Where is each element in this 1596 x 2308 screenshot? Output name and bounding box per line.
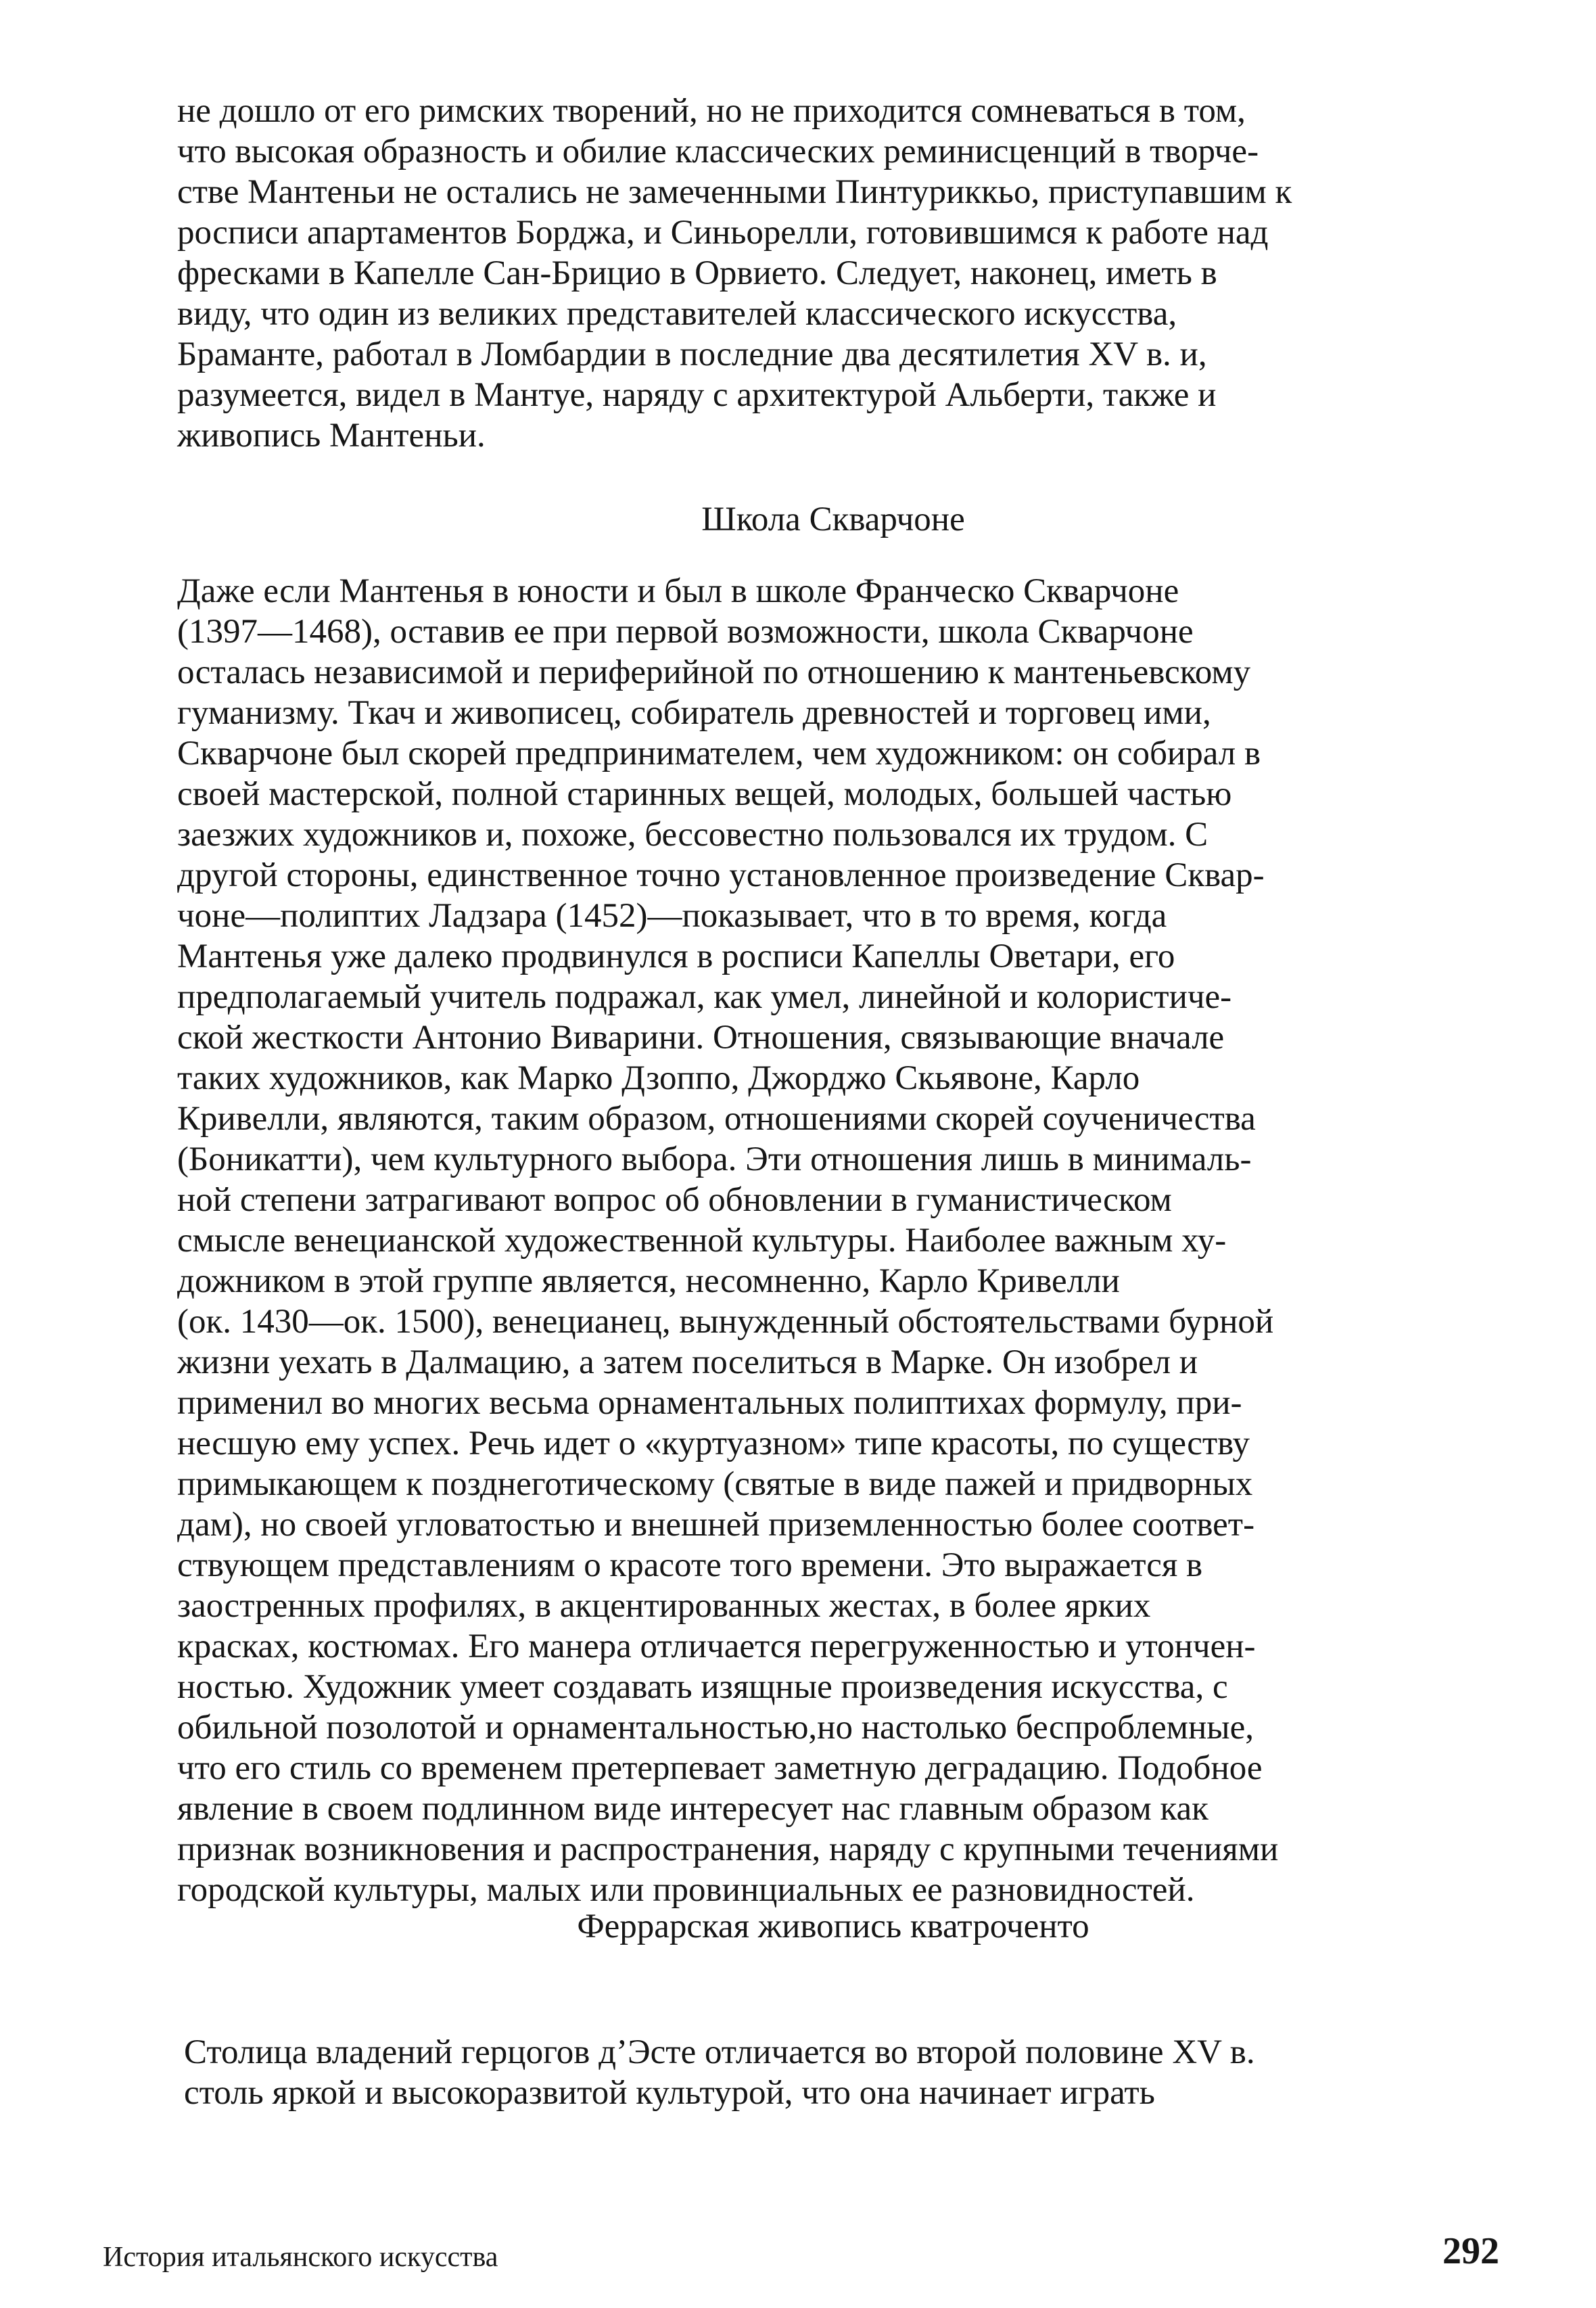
section-heading-squarcione-school: Школа Скварчоне <box>701 501 965 538</box>
paragraph-squarcione-school: Даже если Мантенья в юности и был в школе Франческо Скварчоне (1397—1468), оставив ее при первой возможности, школа Скварчоне осталась независимой и периферийной по отношению к мантеньевскому гуманизму. Ткач и живописец, собиратель древностей и торговец ими, Скварчоне был скорей предпринимателем, чем художником: он собирал в своей мастерской, полной старинных вещей, молодых, большей частью заезжих художников и, похоже, бессовестно пользовался их трудом. С другой стороны, единственное точно установленное произведение Сквар- чоне—полиптих Ладзара (1452)—показывает, что в то время, когда Мантенья уже далеко продвинулся в росписи Капеллы Оветари, его предполагаемый учитель подражал, как умел, линейной и колористиче- ской жесткости Антонио Виварини. Отношения, связывающие вначале таких художников, как Марко Дзоппо, Джорджо Скьявоне, Карло Кривелли, являются, таким образом, отношениями скорей соученичества (Боникатти), чем культурного выбора. Эти отношения лишь в минималь- ной степени затрагивают вопрос об обновлении в гуманистическом смысле венецианской художественной культуры. Наиболее важным ху- дожником в этой группе является, несомненно, Карло Кривелли (ок. 1430—ок. 1500), венецианец, вынужденный обстоятельствами бурной жизни уехать в Далмацию, а затем поселиться в Марке. Он изобрел и применил во многих весьма орнаментальных полиптихах формулу, при- несшую ему успех. Речь идет о «куртуазном» типе красоты, по существу примыкающем к позднеготическому (святые в виде пажей и придворных дам), но своей угловатостью и внешней приземленностью более соответ- ствующем представлениям о красоте того времени. Это выражается в заостренных профилях, в акцентированных жестах, в более ярких красках, костюмах. Его манера отличается перегруженностью и утончен- ностью. Художник умеет создавать изящные произведения искусства, с обильной позолотой и орнаментальностью,но настолько беспроблемные, что его стиль со временем претерпевает заметную деградацию. Подобное явление в своем подлинном виде интересует нас главным образом как признак возникновения и распространения, наряду с крупными течениями городской культуры, малых или провинциальных ее разновидностей. <box>177 572 1279 1909</box>
page-number: 292 <box>1442 2230 1499 2272</box>
footer-book-title: История итальянского искусства <box>103 2242 498 2273</box>
paragraph-ferrara: Столица владений герцогов д’Эсте отличается во второй половине XV в. столь яркой и высокоразвитой культурой, что она начинает играть <box>184 2033 1255 2112</box>
section-heading-ferrara-painting: Феррарская живопись кватроченто <box>577 1908 1089 1945</box>
paragraph-intro: не дошло от его римских творений, но не приходится сомневаться в том, что высокая образность и обилие классических реминисценций в творче- стве Мантеньи не остались не замеченными Пинтуриккьо, приступавшим к росписи апартаментов Борджа, и Синьорелли, готовившимся к работе над фресками в Капелле Сан-Брицио в Орвието. Следует, наконец, иметь в виду, что один из великих представителей классического искусства, Браманте, работал в Ломбардии в последние два десятилетия XV в. и, разумеется, видел в Мантуе, наряду с архитектурой Альберти, также и живопись Мантеньи. <box>177 92 1292 455</box>
